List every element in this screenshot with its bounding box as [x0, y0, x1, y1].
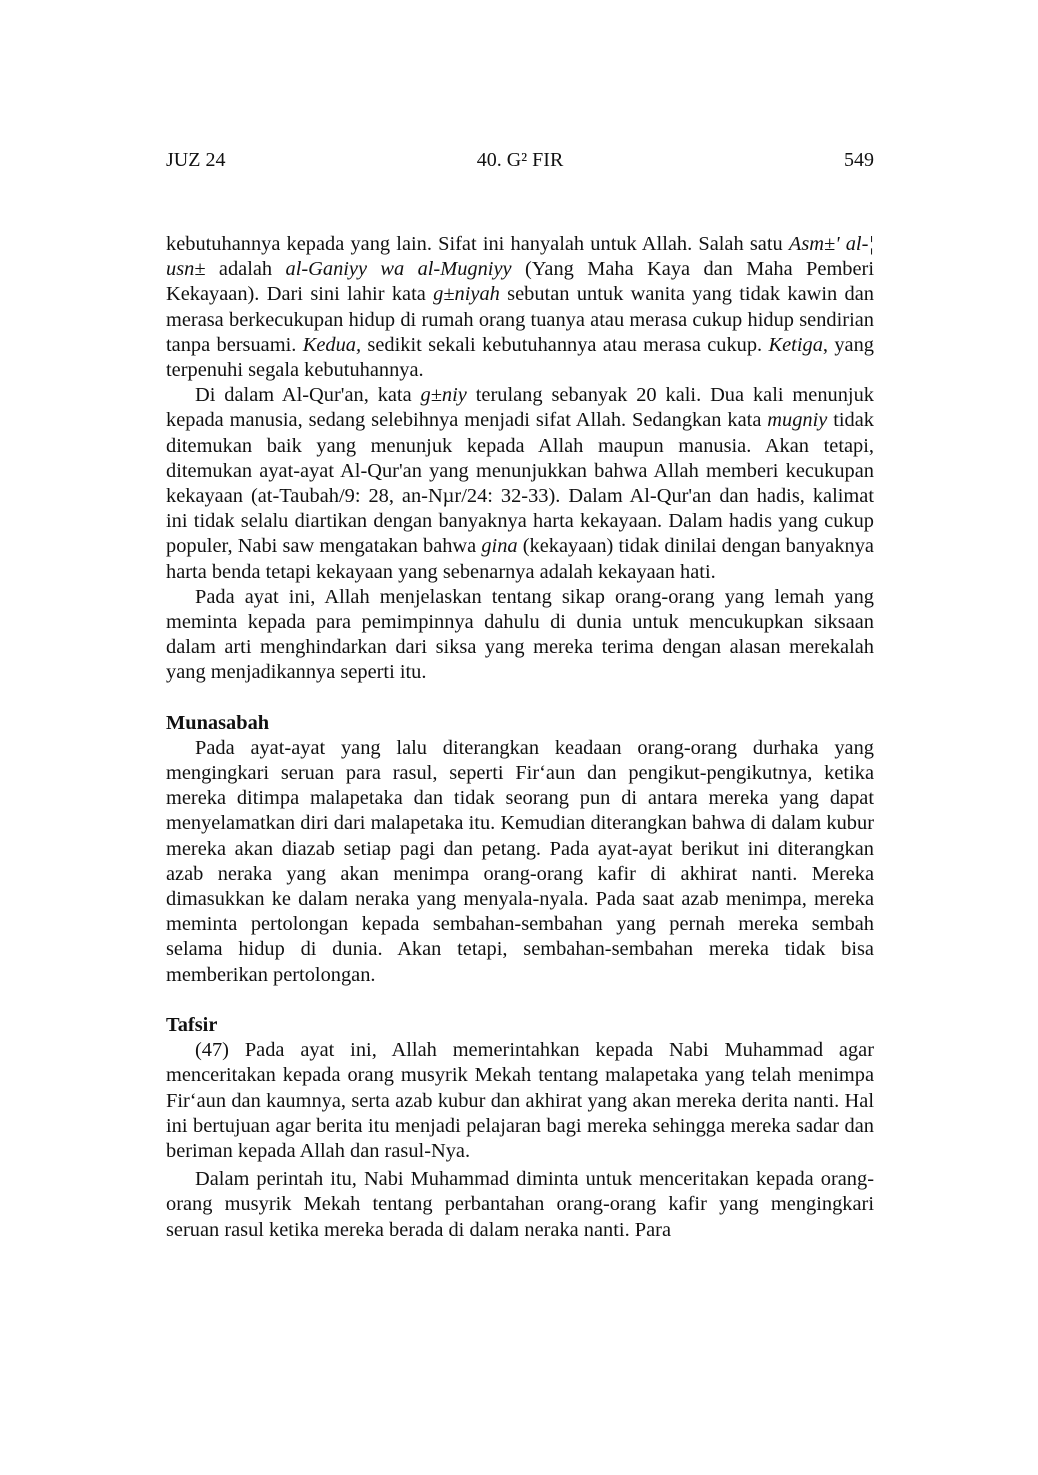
- text-run: (kekayaan) tidak dinilai dengan banyaknya harta benda tetapi kekayaan yang sebenarnya adalah kekayaan hati.: [166, 535, 874, 583]
- italic-term: g±niyah: [433, 283, 500, 306]
- text-run: (Yang Maha Kaya dan Maha Pemberi Kekayaan). Dari sini lahir kata: [166, 258, 875, 306]
- surah-title: 40. G² FIR: [476, 149, 564, 171]
- section-spacer: [166, 686, 874, 711]
- text-run: sebutan untuk wanita yang tidak kawin dan merasa berkecukupan hidup di rumah orang tuanya atau merasa cukup hidup sendirian tanpa bersuami.: [166, 283, 874, 356]
- tafsir-paragraph-47: (47) Pada ayat ini, Allah memerintahkan kepada Nabi Muhammad agar menceritakan kepada orang musyrik Mekah tentang malapetaka yang telah menimpa Fir‘aun dan kaumnya, serta azab kubur dan akhirat yang akan mereka derita nanti. Hal ini bertujuan agar berita itu menjadi pelajaran bagi mereka sehingga mereka sadar dan beriman kepada Allah dan rasul-Nya.: [166, 1039, 874, 1162]
- text-run: adalah: [205, 258, 286, 281]
- text-run: sedikit sekali kebutuhannya atau merasa cukup.: [361, 333, 769, 356]
- text-run: kebutuhannya kepada yang lain. Sifat ini hanyalah untuk Allah. Salah satu: [166, 233, 789, 255]
- page-number: 549: [844, 149, 874, 171]
- text-run: Di dalam Al-Qur'an, kata: [195, 384, 421, 407]
- italic-term: al-Ganiyy wa al-Mugniyy: [285, 258, 512, 281]
- italic-term: mugniy: [767, 409, 828, 432]
- juz-label: JUZ 24: [166, 149, 226, 171]
- tafsir-heading: Tafsir: [166, 1013, 218, 1036]
- intro-paragraph: [166, 232, 874, 383]
- page-header: [166, 146, 874, 174]
- italic-term: Ketiga: [768, 333, 823, 356]
- italic-term: gina: [481, 535, 518, 558]
- paragraph-ayat: Pada ayat ini, Allah menjelaskan tentang sikap orang-orang yang lemah yang meminta kepada para pemimpinnya dahulu di dunia untuk mencukupkan siksaan dalam arti menghindarkan dari siksa yang mereka terima dengan alasan merekalah yang menjadikannya seperti itu.: [166, 585, 874, 684]
- text-run: , yang terpenuhi segala kebutuhannya.: [166, 333, 874, 382]
- paragraph-ganiy: [166, 383, 874, 585]
- section-spacer: [166, 988, 874, 1013]
- text-run: tidak ditemukan baik yang menunjuk kepada Allah maupun manusia. Akan tetapi, ditemukan ayat-ayat Al-Qur'an yang menunjukkan bahwa Allah memberi kecukupan kekayaan (at-Taubah/9: 28, an-Nµr/24: 32-33). Dalam Al-Qur'an dan hadis, kalimat ini tidak selalu diartikan dengan banyaknya harta kekayaan. Dalam hadis yang cukup populer, Nabi saw mengatakan bahwa: [166, 409, 874, 558]
- italic-term: Kedua,: [302, 333, 362, 356]
- munasabah-heading: Munasabah: [166, 711, 270, 734]
- italic-term: Asm±' al-¦ usn±: [166, 233, 874, 281]
- text-run: terulang sebanyak 20 kali. Dua kali menunjuk kepada manusia, sedang selebihnya menjadi sifat Allah. Sedangkan kata: [166, 384, 874, 432]
- italic-term: g±niy: [420, 384, 467, 407]
- munasabah-paragraph: Pada ayat-ayat yang lalu diterangkan keadaan orang-orang durhaka yang mengingkari seruan para rasul, seperti Fir‘aun dan pengikut-pengikutnya, ketika mereka ditimpa malapetaka dan tidak seorang pun di antara mereka yang dapat menyelamatkan diri dari malapetaka itu. Kemudian diterangkan bahwa di dalam kubur mereka akan diazab setiap pagi dan petang. Pada ayat-ayat berikut ini diterangkan azab neraka yang akan menimpa orang-orang kafir di akhirat nanti. Mereka dimasukkan ke dalam neraka yang menyala-nyala. Pada saat azab menimpa, mereka meminta pertolongan kepada sembahan-sembahan yang pernah mereka sembah selama hidup di dunia. Akan tetapi, sembahan-sembahan mereka tidak bisa memberikan pertolongan.: [166, 736, 874, 986]
- tafsir-paragraph-2: Dalam perintah itu, Nabi Muhammad diminta untuk menceritakan kepada orang-orang musyrik Mekah tentang perbantahan orang-orang kafir yang mengingkari seruan rasul ketika mereka berada di dalam neraka nanti. Para: [166, 1168, 874, 1241]
- page-body: [166, 232, 874, 1243]
